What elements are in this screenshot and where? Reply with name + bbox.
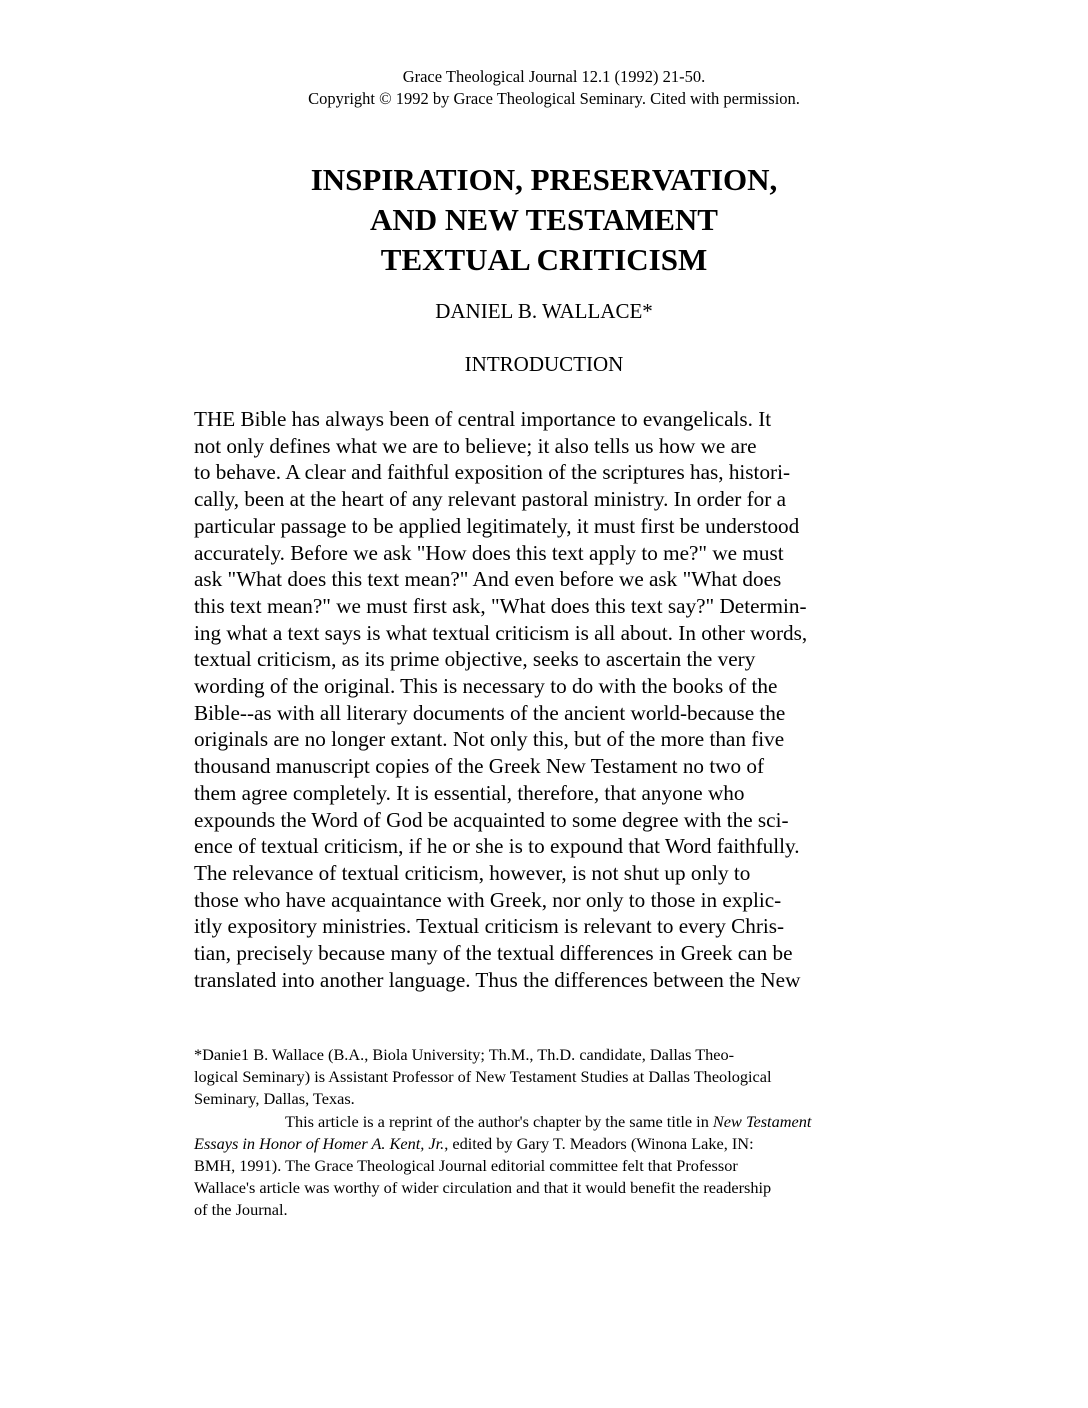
body-line: textual criticism, as its prime objective, seeks to ascertain the very (194, 647, 756, 672)
footnote-line: of the Journal. (194, 1200, 288, 1220)
footnote-text: This article is a reprint of the author's chapter by the same title in (285, 1111, 713, 1131)
section-heading: INTRODUCTION (464, 352, 624, 376)
footnote-text: , edited by Gary T. Meadors (Winona Lake, IN: (444, 1133, 754, 1153)
body-line: cally, been at the heart of any relevant pastoral ministry. In order for a (194, 487, 787, 512)
body-line: accurately. Before we ask "How does this text apply to me?" we must (194, 540, 784, 565)
body-line: tian, precisely because many of the textual differences in Greek can be (194, 941, 793, 966)
body-line: Bible--as with all literary documents of the ancient world-because the (194, 700, 786, 725)
body-text (194, 406, 894, 993)
footnote-line: BMH, 1991). The Grace Theological Journal editorial committee felt that Professor (194, 1156, 738, 1176)
book-title: New Testament (712, 1111, 812, 1131)
footnote (194, 1044, 904, 1222)
body-line: thousand manuscript copies of the Greek New Testament no two of (194, 754, 765, 779)
title-line: INSPIRATION, PRESERVATION, (310, 162, 778, 197)
article-title (0, 160, 1088, 280)
title-line: AND NEW TESTAMENT (370, 202, 718, 237)
title-line: TEXTUAL CRITICISM (380, 242, 708, 277)
footnote-line: Seminary, Dallas, Texas. (194, 1089, 355, 1109)
footnote-line: *Danie1 B. Wallace (B.A., Biola University; Th.M., Th.D. candidate, Dallas Theo- (194, 1045, 735, 1064)
journal-citation: Grace Theological Journal 12.1 (1992) 21-50. (402, 67, 706, 86)
body-line: ence of textual criticism, if he or she is to expound that Word faithfully. (194, 834, 800, 859)
footnote-line: logical Seminary) is Assistant Professor of New Testament Studies at Dallas Theological (194, 1067, 772, 1087)
book-title: Essays in Honor of Homer A. Kent, Jr. (194, 1133, 445, 1153)
footnote-line (194, 1133, 904, 1155)
body-line: this text mean?" we must first ask, "What does this text say?" Determin- (194, 593, 807, 618)
body-line: itly expository ministries. Textual criticism is relevant to every Chris- (194, 914, 785, 939)
body-line: translated into another language. Thus the differences between the New (194, 967, 801, 992)
author-name: DANIEL B. WALLACE* (435, 299, 653, 323)
body-line: particular passage to be applied legitimately, it must first be understood (194, 513, 800, 538)
copyright-notice: Copyright © 1992 by Grace Theological Seminary. Cited with permission. (308, 89, 800, 108)
body-line: expounds the Word of God be acquainted to some degree with the sci- (194, 807, 789, 832)
body-line: THE Bible has always been of central importance to evangelicals. It (194, 407, 772, 431)
footnote-line (194, 1111, 904, 1133)
body-line: ing what a text says is what textual criticism is all about. In other words, (194, 620, 808, 645)
body-line: them agree completely. It is essential, therefore, that anyone who (194, 780, 745, 805)
body-line: ask "What does this text mean?" And even before we ask "What does (194, 567, 782, 592)
body-line: not only defines what we are to believe; it also tells us how we are (194, 433, 757, 458)
body-line: The relevance of textual criticism, however, is not shut up only to (194, 860, 751, 885)
body-line: to behave. A clear and faithful exposition of the scriptures has, histori- (194, 460, 791, 485)
footnote-line: Wallace's article was worthy of wider circulation and that it would benefit the readership (194, 1178, 772, 1198)
body-line: originals are no longer extant. Not only this, but of the more than five (194, 727, 785, 752)
body-line: wording of the original. This is necessary to do with the books of the (194, 674, 778, 699)
body-line: those who have acquaintance with Greek, nor only to those in explic- (194, 887, 782, 912)
